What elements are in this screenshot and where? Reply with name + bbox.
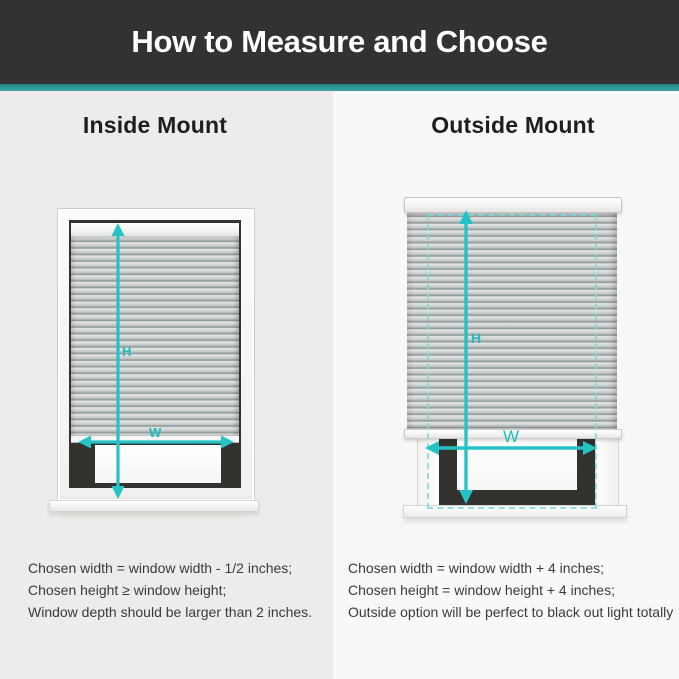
note-line: Window depth should be larger than 2 inches. [28, 604, 313, 620]
inside-mount-heading: Inside Mount [82, 112, 228, 138]
inside-height-label: H [122, 344, 132, 359]
inside-window-sill-shadow [60, 512, 246, 520]
inside-mount-notes [28, 557, 312, 623]
inside-window-light [95, 445, 221, 483]
outside-mount-heading: Outside Mount [431, 112, 595, 138]
outside-height-label: H [471, 330, 482, 346]
note-line: Chosen height = window height + 4 inches; [348, 582, 615, 598]
header-banner [0, 0, 679, 84]
outside-mount-notes [348, 557, 673, 623]
inside-width-label: W [149, 425, 162, 440]
outside-blind-headrail [404, 197, 622, 213]
teal-accent-bar [0, 84, 679, 91]
inside-cellular-blind [71, 236, 239, 436]
outside-window-frame-right [595, 437, 619, 508]
page-title: How to Measure and Choose [131, 24, 548, 59]
outside-width-label: W [503, 427, 520, 446]
inside-blind-bottom-rail [71, 436, 239, 443]
inside-blind-headrail [71, 223, 239, 236]
note-line: Outside option will be perfect to black out light totally [348, 604, 674, 620]
note-line: Chosen width = window width + 4 inches; [348, 560, 605, 576]
note-line: Chosen height ≥ window height; [28, 582, 227, 598]
note-line: Chosen width = window width - 1/2 inches; [28, 560, 293, 576]
inside-window-sill [49, 500, 259, 512]
outside-window-outline-guide [427, 214, 597, 509]
